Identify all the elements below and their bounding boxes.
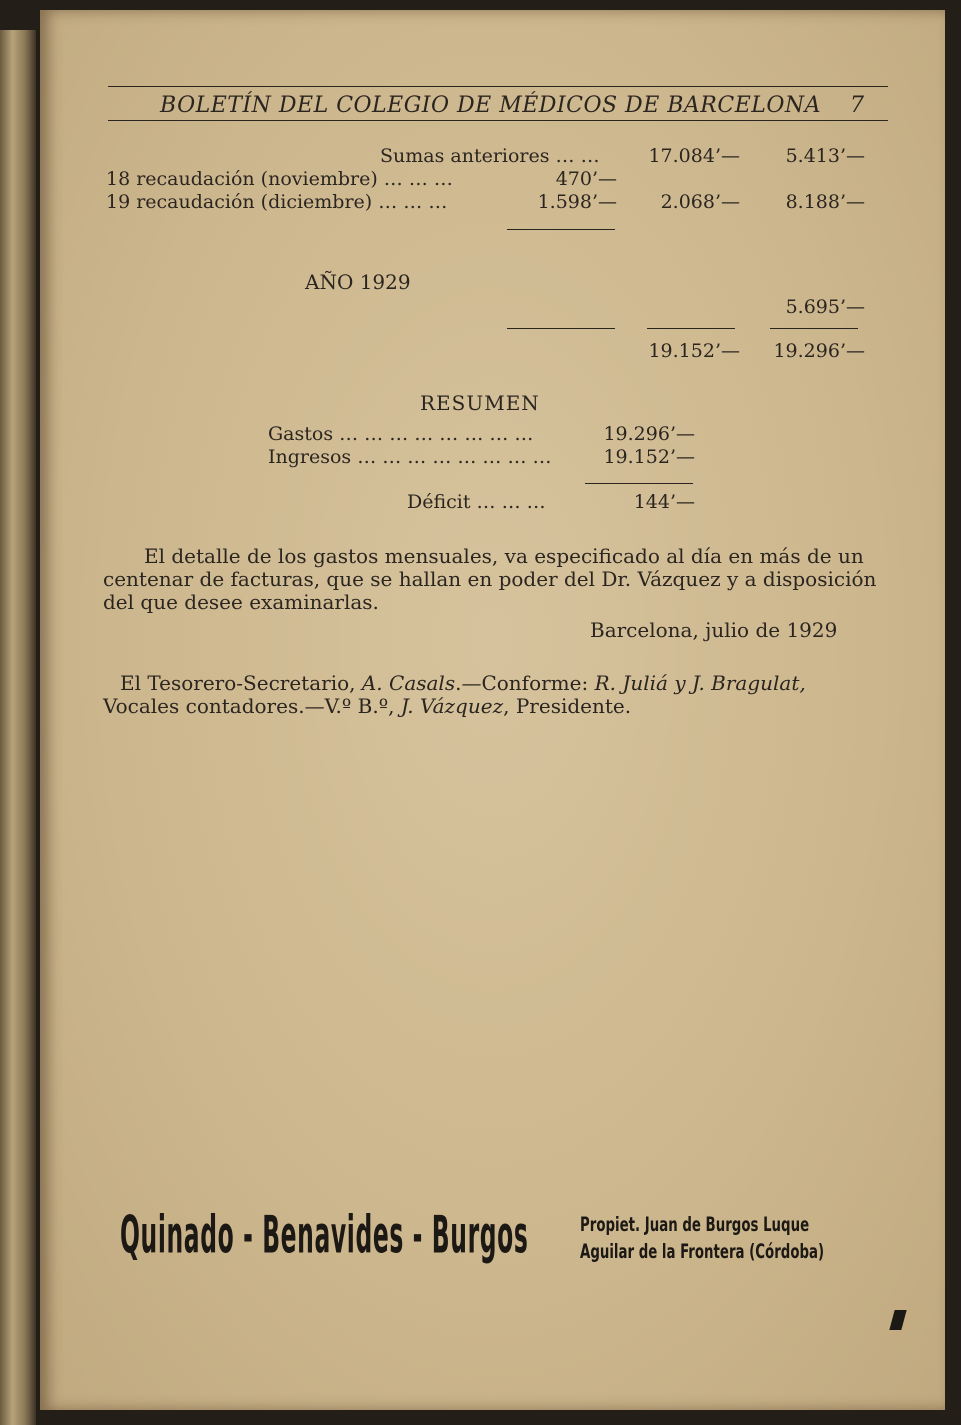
row-label: 18 recaudación (noviembre) … … … <box>106 168 453 190</box>
signature-line-1: El Tesorero-Secretario, A. Casals.—Conforme: R. Juliá y J. Bragulat, <box>120 671 806 695</box>
ink-mark <box>889 1310 906 1330</box>
ad-brand: Quinado - Benavides - Burgos <box>120 1205 529 1265</box>
row-value-col1: 470’— <box>555 168 617 190</box>
row-value-col2: 2.068’— <box>660 191 740 213</box>
summary-value: 19.296’— <box>603 423 695 445</box>
page-number: 7 <box>850 93 865 118</box>
row-value-col3: 8.188’— <box>785 191 865 213</box>
place-date: Barcelona, julio de 1929 <box>590 618 838 642</box>
deficit-label: Déficit … … … <box>407 491 546 513</box>
row-value-col1: 1.598’— <box>537 191 617 213</box>
row-label: 19 recaudación (diciembre) … … … <box>106 191 448 213</box>
total-rule-col2 <box>647 328 735 329</box>
deficit-value: 144’— <box>633 491 695 513</box>
total-col2: 19.152’— <box>648 340 740 362</box>
total-rule-col1 <box>507 328 615 329</box>
summary-title: RESUMEN <box>420 391 540 415</box>
document-page <box>40 10 945 1410</box>
paragraph-line: El detalle de los gastos mensuales, va especificado al día en más de un <box>144 544 864 568</box>
paragraph-line: centenar de facturas, que se hallan en poder del Dr. Vázquez y a disposición <box>103 567 877 591</box>
header-title: BOLETÍN DEL COLEGIO DE MÉDICOS DE BARCELONA <box>160 93 822 118</box>
header-rule-bottom <box>108 120 888 121</box>
year-value: 5.695’— <box>785 296 865 318</box>
row-value-col2: 17.084’— <box>648 145 740 167</box>
total-rule-col3 <box>770 328 858 329</box>
ad-owner: Propiet. Juan de Burgos Luque <box>580 1212 810 1236</box>
summary-rule <box>585 483 693 484</box>
summary-label: Gastos … … … … … … … … <box>268 423 534 445</box>
row-value-col3: 5.413’— <box>785 145 865 167</box>
ad-location: Aguilar de la Frontera (Córdoba) <box>580 1239 825 1263</box>
total-col3: 19.296’— <box>773 340 865 362</box>
year-label: AÑO 1929 <box>305 270 411 294</box>
row-label: Sumas anteriores … … <box>380 145 600 167</box>
signature-line-2: Vocales contadores.—V.º B.º, J. Vázquez, Presidente. <box>103 694 632 718</box>
paragraph-line: del que desee examinarlas. <box>103 590 379 614</box>
subtotal-rule <box>507 229 615 230</box>
summary-value: 19.152’— <box>603 446 695 468</box>
summary-label: Ingresos … … … … … … … … <box>268 446 552 468</box>
header-rule-top <box>108 86 888 87</box>
book-spine <box>0 30 36 1425</box>
